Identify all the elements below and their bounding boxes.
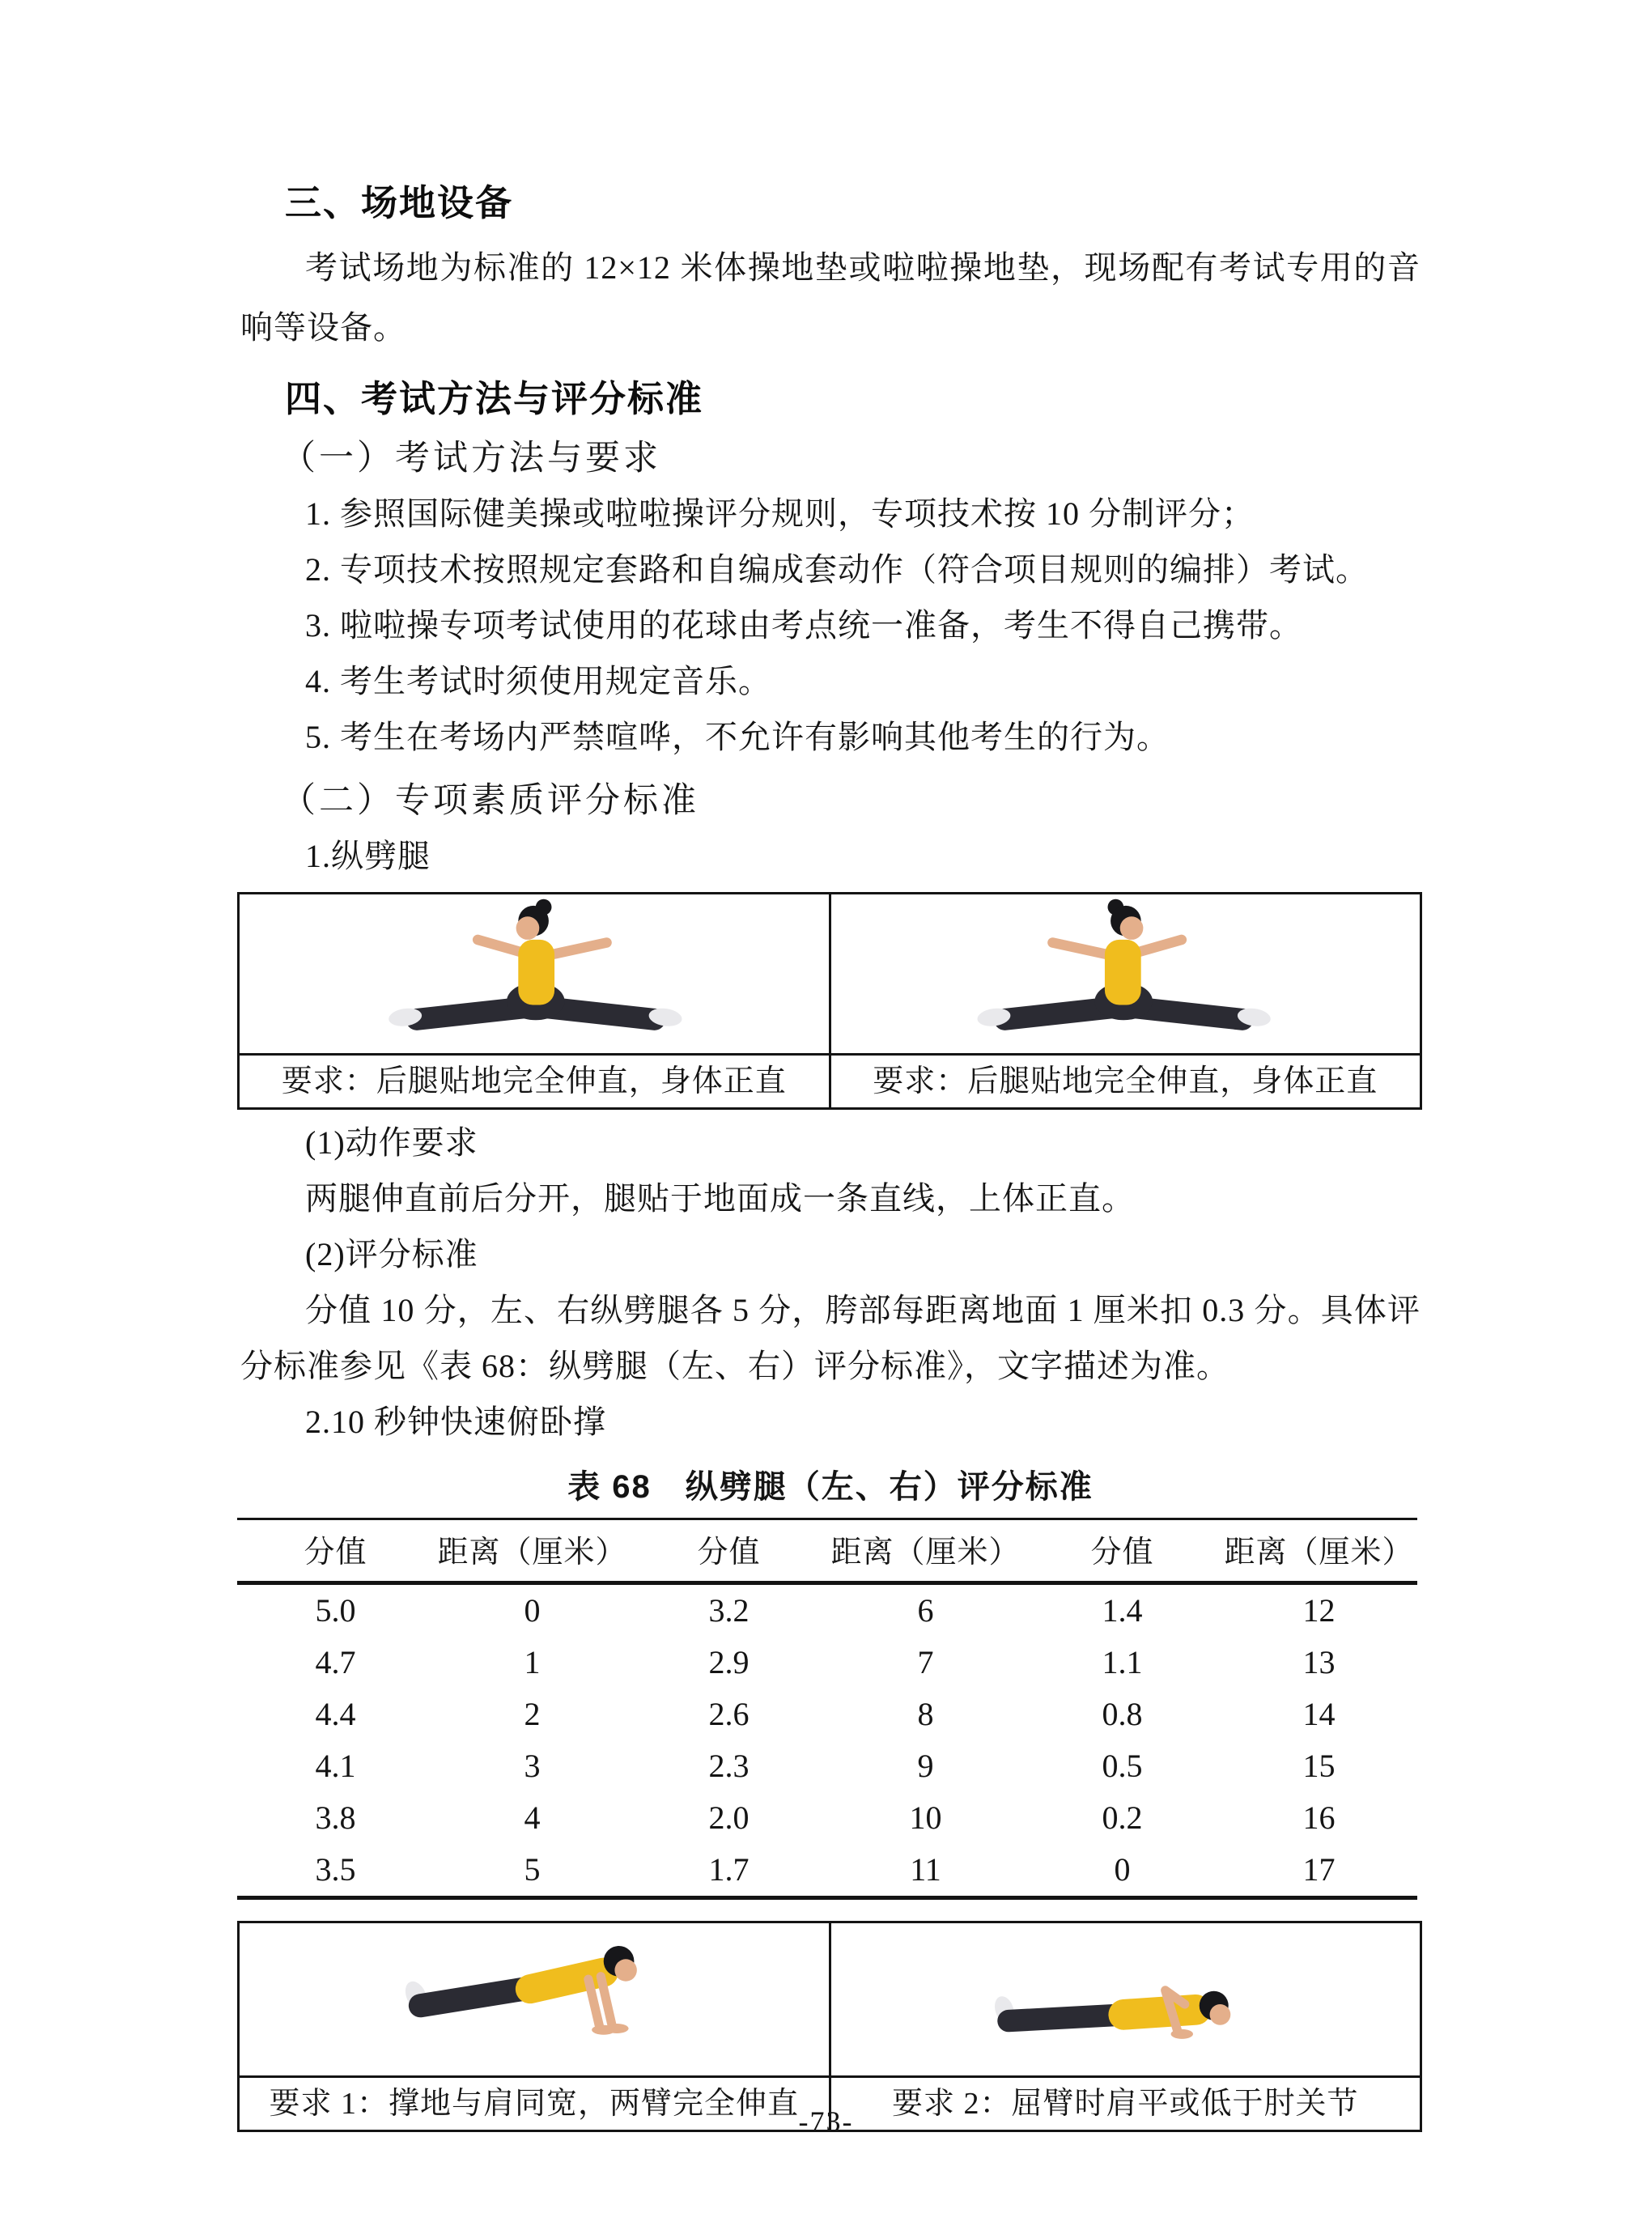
scoring-standard-text: 分值 10 分，左、右纵劈腿各 5 分，胯部每距离地面 1 厘米扣 0.3 分。具体评分标准参见《表 68：纵劈腿（左、右）评分标准》，文字描述为准。 xyxy=(240,1292,1421,1384)
table-cell: 5.0 xyxy=(315,1592,356,1629)
table-cell: 17 xyxy=(1221,1844,1417,1898)
pushup-caption-right: 要求 2：屈臂时肩平或低于肘关节 xyxy=(831,2075,1421,2130)
table-row xyxy=(237,1689,1417,1740)
col-header-score-3: 分值 xyxy=(1024,1519,1221,1583)
action-requirement-label: (1)动作要求 xyxy=(305,1124,478,1161)
table68-title: 表 68 纵劈腿（左、右）评分标准 xyxy=(567,1469,1094,1505)
split-photo-left xyxy=(240,894,829,1053)
pushup-figure-table xyxy=(237,1921,1422,2132)
table-cell: 0 xyxy=(524,1592,541,1629)
pushup-figure-cell-right xyxy=(829,1923,1421,2130)
table-cell: 6 xyxy=(917,1592,934,1629)
table-cell: 2.9 xyxy=(708,1644,750,1680)
table-row xyxy=(237,1637,1417,1689)
table-cell: 1.1 xyxy=(1102,1644,1143,1680)
section-heading-venue: 三、场地设备 xyxy=(285,182,514,223)
col-header-score-1: 分值 xyxy=(237,1519,434,1583)
table68-body xyxy=(237,1583,1417,1898)
split-figure-cell-left xyxy=(240,894,829,1107)
split-figure-cell-right xyxy=(829,894,1421,1107)
table-cell: 0.2 xyxy=(1102,1799,1143,1836)
table-cell: 1.4 xyxy=(1102,1592,1143,1629)
split-caption-left: 要求：后腿贴地完全伸直，身体正直 xyxy=(240,1053,829,1107)
method-item-3: 3. 啦啦操专项考试使用的花球由考点统一准备，考生不得自己携带。 xyxy=(305,607,1302,644)
table-cell: 4 xyxy=(524,1799,541,1836)
pushup-photo-down-position xyxy=(831,1923,1421,2075)
table-header-row xyxy=(237,1519,1417,1583)
table-row xyxy=(237,1792,1417,1844)
split-pose-illustration xyxy=(360,898,708,1050)
split-photo-right xyxy=(831,894,1421,1053)
pushup-up-illustration xyxy=(360,1927,708,2072)
table-cell: 2.6 xyxy=(708,1696,750,1732)
table-cell: 16 xyxy=(1302,1799,1336,1836)
table-cell: 0 xyxy=(1024,1844,1221,1898)
table-cell: 2.0 xyxy=(708,1799,750,1836)
table-cell: 4.7 xyxy=(315,1644,356,1680)
subsection-heading-methods: （一）考试方法与要求 xyxy=(281,440,661,478)
split-test-title: 1.纵劈腿 xyxy=(305,838,431,874)
table-cell: 10 xyxy=(909,1799,942,1836)
col-header-distance-1: 距离（厘米） xyxy=(434,1519,631,1583)
pushup-caption-left: 要求 1：撑地与肩同宽，两臂完全伸直 xyxy=(240,2075,829,2130)
scoring-standard-label: (2)评分标准 xyxy=(305,1236,478,1272)
table-cell: 3.5 xyxy=(237,1844,434,1898)
col-header-score-2: 分值 xyxy=(631,1519,827,1583)
table-cell: 3 xyxy=(524,1748,541,1784)
table-cell: 2.3 xyxy=(708,1748,750,1784)
table-cell: 14 xyxy=(1302,1696,1336,1732)
col-header-distance-3: 距离（厘米） xyxy=(1221,1519,1417,1583)
pushup-figure-cell-left xyxy=(240,1923,829,2130)
pushup-down-illustration xyxy=(951,1927,1299,2072)
table-cell: 13 xyxy=(1302,1644,1336,1680)
venue-paragraph: 考试场地为标准的 12×12 米体操地垫或啦啦操地垫，现场配有考试专用的音响等设备。 xyxy=(240,249,1421,346)
table-row xyxy=(237,1740,1417,1792)
table-cell: 4.1 xyxy=(315,1748,356,1784)
subsection-heading-quality: （二）专项素质评分标准 xyxy=(281,782,699,820)
table68-header xyxy=(237,1519,1417,1583)
table-cell: 4.4 xyxy=(315,1696,356,1732)
split-pose-illustration-mirrored xyxy=(951,898,1299,1050)
table-cell: 0.8 xyxy=(1102,1696,1143,1732)
table-cell: 12 xyxy=(1302,1592,1336,1629)
table-cell: 1 xyxy=(524,1644,541,1680)
table68 xyxy=(237,1518,1417,1900)
action-requirement-text: 两腿伸直前后分开，腿贴于地面成一条直线，上体正直。 xyxy=(305,1180,1135,1217)
table-cell: 1.7 xyxy=(631,1844,827,1898)
table-cell: 9 xyxy=(917,1748,934,1784)
method-item-1: 1. 参照国际健美操或啦啦操评分规则，专项技术按 10 分制评分； xyxy=(305,495,1255,532)
table-cell: 15 xyxy=(1302,1748,1336,1784)
table-row xyxy=(237,1844,1417,1898)
pushup-photo-up-position xyxy=(240,1923,829,2075)
table-cell: 2 xyxy=(524,1696,541,1732)
table-cell: 5 xyxy=(434,1844,631,1898)
method-item-4: 4. 考生考试时须使用规定音乐。 xyxy=(305,663,771,699)
table-cell: 11 xyxy=(827,1844,1024,1898)
method-item-5: 5. 考生在考场内严禁喧哗，不允许有影响其他考生的行为。 xyxy=(305,719,1170,755)
split-caption-right: 要求：后腿贴地完全伸直，身体正直 xyxy=(831,1053,1421,1107)
col-header-distance-2: 距离（厘米） xyxy=(827,1519,1024,1583)
table-cell: 8 xyxy=(917,1696,934,1732)
section-heading-exam: 四、考试方法与评分标准 xyxy=(285,378,704,419)
table-cell: 0.5 xyxy=(1102,1748,1143,1784)
pushup-test-title: 2.10 秒钟快速俯卧撑 xyxy=(305,1404,606,1440)
table-cell: 3.8 xyxy=(315,1799,356,1836)
page-number: -73- xyxy=(798,2105,854,2138)
table-cell: 7 xyxy=(917,1644,934,1680)
split-figure-table xyxy=(237,892,1422,1110)
table-cell: 3.2 xyxy=(708,1592,750,1629)
method-item-2: 2. 专项技术按照规定套路和自编成套动作（符合项目规则的编排）考试。 xyxy=(305,551,1369,588)
table-row xyxy=(237,1583,1417,1638)
